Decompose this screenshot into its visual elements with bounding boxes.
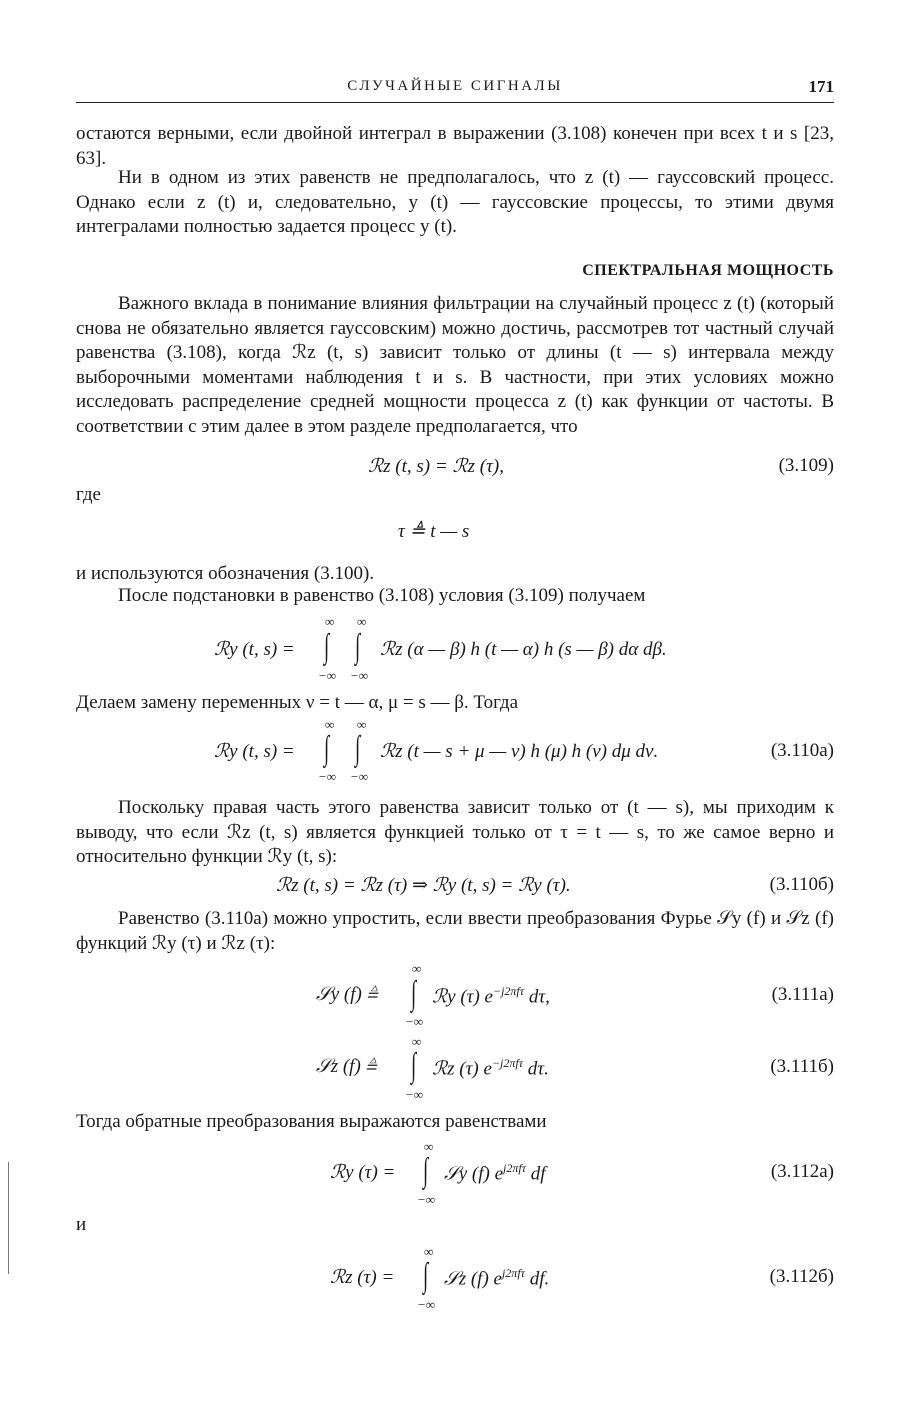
integral-sign: ∫ (324, 730, 330, 767)
equation-lhs: ℛy (t, s) = (214, 639, 295, 660)
equation-number: (3.112а) (770, 1161, 834, 1182)
lower-limit: −∞ (350, 769, 369, 784)
lower-limit: −∞ (417, 1192, 436, 1207)
upper-limit: ∞ (325, 614, 335, 629)
paragraph-3: Важного вклада в понимание влияния фильтрации на случайный процесс z (t) (который снова не обязательно является гауссовским) можно достичь, рассмотрев тот частный случай равенства (3.108), когда ℛz (t, s) зависит только от длины (t — s) интервала между выборочными моментами наблюдения t и s. В частности, при этих условиях можно исследовать распределение средней мощности процесса z (t) как функции от частоты. В соответствии с этим далее в этом разделе предполагается, что (76, 293, 834, 437)
lower-limit: −∞ (318, 769, 337, 784)
word-and: и (76, 1214, 87, 1235)
lower-limit: −∞ (417, 1297, 436, 1312)
paragraph-8: Равенство (3.110а) можно упростить, если ввести преобразования Фурье 𝒮y (f) и 𝒮z (f) функций ℛy (τ) и ℛz (τ): (76, 908, 834, 954)
lower-limit: −∞ (350, 668, 369, 683)
integral-sign: ∫ (355, 628, 361, 665)
equation-number-3-109: (3.109) (778, 455, 834, 476)
equation-body: 𝒮y (f) $e^{j2\pi f\tau}$ df (444, 1161, 546, 1185)
equation-body: ℛy (τ) $e^{-j2\pi f\tau}$ dτ, (432, 984, 550, 1008)
paragraph-4: и используются обозначения (3.100). (76, 563, 375, 584)
equation-lhs: ℛz (τ) = (330, 1267, 395, 1288)
upper-limit: ∞ (424, 1139, 434, 1154)
lower-limit: −∞ (405, 1014, 424, 1029)
running-title: СЛУЧАЙНЫЕ СИГНАЛЫ (347, 78, 563, 94)
upper-limit: ∞ (357, 717, 367, 732)
paragraph-1: остаются верными, если двойной интеграл в выражении (3.108) конечен при всех t и s [23, 63]. (76, 123, 834, 169)
equation-3-109: ℛz (t, s) = ℛz (τ), (368, 456, 504, 477)
lower-limit: −∞ (405, 1087, 424, 1102)
equation-lhs: 𝒮z (f) ≜ (316, 1056, 377, 1077)
word-where: где (76, 484, 101, 505)
upper-limit: ∞ (325, 717, 335, 732)
paragraph-9: Тогда обратные преобразования выражаются равенствами (76, 1111, 547, 1132)
equation-3-110b: ℛz (t, s) = ℛz (τ) ⇒ ℛy (t, s) = ℛy (τ). (276, 875, 571, 896)
section-title: СПЕКТРАЛЬНАЯ МОЩНОСТЬ (582, 262, 834, 279)
equation-body: ℛz (t — s + μ — ν) h (μ) h (ν) dμ dν. (380, 741, 659, 762)
integral-sign: ∫ (411, 975, 417, 1012)
upper-limit: ∞ (412, 961, 422, 976)
integral-sign: ∫ (423, 1257, 429, 1294)
paragraph-7: Поскольку правая часть этого равенства зависит только от (t — s), мы приходим к выводу, что если ℛz (t, s) является функцией только от τ = t — s, то же самое верно и относительно функции ℛy (t, s): (76, 797, 834, 867)
equation-body: ℛz (α — β) h (t — α) h (s — β) dα dβ. (380, 639, 667, 660)
upper-limit: ∞ (424, 1244, 434, 1259)
integral-sign: ∫ (411, 1047, 417, 1084)
paragraph-5: После подстановки в равенство (3.108) условия (3.109) получаем (118, 585, 646, 606)
upper-limit: ∞ (357, 614, 367, 629)
integral-sign: ∫ (423, 1152, 429, 1189)
equation-number: (3.111б) (770, 1056, 834, 1077)
lower-limit: −∞ (318, 668, 337, 683)
paragraph-2: Ни в одном из этих равенств не предполагалось, что z (t) — гауссовский процесс. Однако если z (t) и, следовательно, y (t) — гауссовские процессы, то этими двумя интегралами полностью задается процесс y (t). (76, 167, 834, 237)
upper-limit: ∞ (412, 1034, 422, 1049)
equation-lhs: ℛy (τ) = (330, 1162, 396, 1183)
equation-body: ℛz (τ) $e^{-j2\pi f\tau}$ dτ. (432, 1056, 549, 1080)
equation-number: (3.112б) (769, 1266, 834, 1287)
equation-body: 𝒮z (f) $e^{j2\pi f\tau}$ df. (444, 1266, 550, 1290)
page-header (76, 74, 834, 103)
integral-sign: ∫ (324, 628, 330, 665)
equation-lhs: ℛy (t, s) = (214, 741, 295, 762)
integral-sign: ∫ (355, 730, 361, 767)
equation-number: (3.111а) (771, 984, 834, 1005)
equation-number-3-110b: (3.110б) (769, 874, 834, 895)
scan-margin-rule (8, 1162, 9, 1274)
equation-number: (3.110а) (770, 740, 834, 761)
page-number: 171 (808, 77, 834, 96)
paragraph-6: Делаем замену переменных ν = t — α, μ = s — β. Тогда (76, 692, 519, 713)
equation-lhs: 𝒮y (f) ≜ (316, 984, 378, 1005)
tau-definition: τ ≜ t — s (398, 521, 470, 542)
